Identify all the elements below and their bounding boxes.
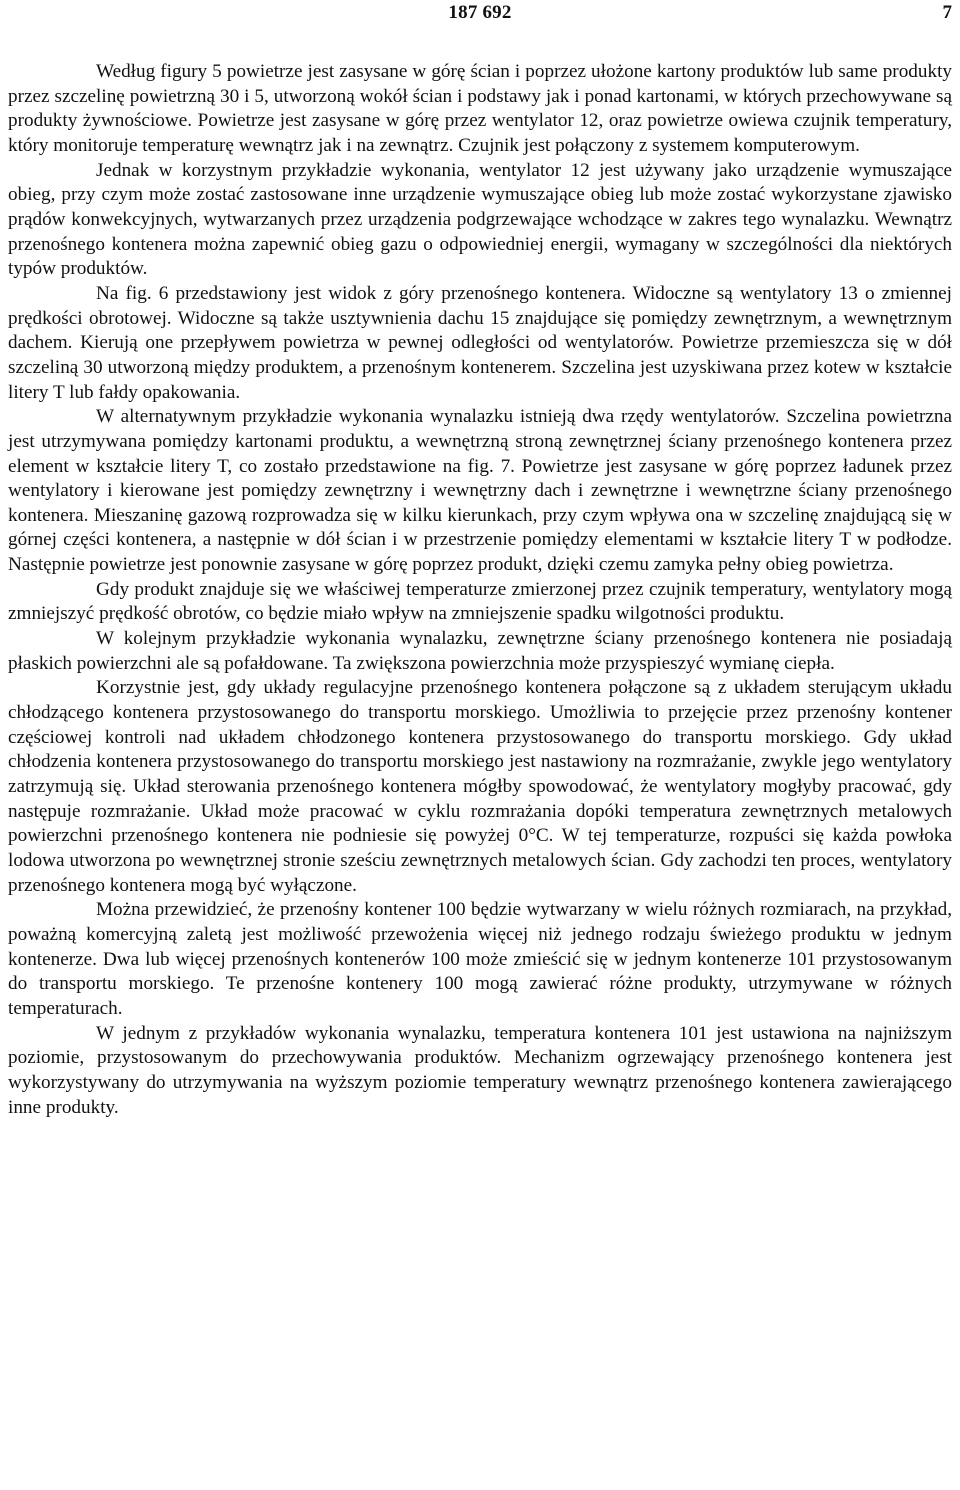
paragraph: Korzystnie jest, gdy układy regulacyjne przenośnego kontenera połączone są z układem sterującym układu chłodzącego kontenera przystosowanego do transportu morskiego. Umożliwia to przejęcie przez przenośny kontener częściowej kontroli nad układem chłodzonego kontenera przystosowanego do transportu morskiego. Gdy układ chłodzenia kontenera przystosowanego do transportu morskiego jest nastawiony na rozmrażanie, zwykle jego wentylatory zatrzymują się. Układ sterowania przenośnego kontenera mógłby spowodować, że wentylatory mogłyby pracować, gdy następuje rozmrażanie. Układ może pracować w cyklu rozmrażania dopóki temperatura zewnętrznych metalowych powierzchni przenośnego kontenera nie podniesie się powyżej 0°C. W tej temperaturze, rozpuści się każda powłoka lodowa utworzona po wewnętrznej stronie sześciu zewnętrznych metalowych ścian. Gdy zachodzi ten proces, wentylatory przenośnego kontenera mogą być wyłączone. — [8, 677, 952, 896]
paragraph: W kolejnym przykładzie wykonania wynalazku, zewnętrzne ściany przenośnego kontenera nie posiadają płaskich powierzchni ale są pofałdowane. Ta zwiększona powierzchnia może przyspieszyć wymianę ciepła. — [8, 628, 952, 674]
paragraph: Gdy produkt znajduje się we właściwej temperaturze zmierzonej przez czujnik temperatury, wentylatory mogą zmniejszyć prędkość obrotów, co będzie miało wpływ na zmniejszenie spadku wilgotności produktu. — [8, 578, 952, 625]
paragraph: Można przewidzieć, że przenośny kontener 100 będzie wytwarzany w wielu różnych rozmiarach, na przykład, poważną komercyjną zaletą jest możliwość przewożenia więcej niż jednego rodzaju świeżego produktu w jednym kontenerze. Dwa lub więcej przenośnych kontenerów 100 może zmieścić się w jednym kontenerze 101 przystosowanym do transportu morskiego. Te przenośne kontenery 100 mogą zawierać różne produkty, utrzymywane w różnych temperaturach. — [8, 899, 952, 1019]
paragraph: Według figury 5 powietrze jest zasysane w górę ścian i poprzez ułożone kartony produktów lub same produkty przez szczelinę powietrzną 30 i 5, utworzoną wokół ścian i podstawy jak i ponad kartonami, w których przechowywane są produkty żywnościowe. Powietrze jest zasysane w górę przez wentylator 12, oraz powietrze owiewa czujnik temperatury, który monitoruje temperaturę wewnątrz jak i na zewnątrz. Czujnik jest połączony z systemem komputerowym. — [8, 61, 952, 156]
paragraph: Jednak w korzystnym przykładzie wykonania, wentylator 12 jest używany jako urządzenie wymuszające obieg, przy czym może zostać zastosowane inne urządzenie wymuszające obieg lub może zostać wykorzystane zjawisko prądów konwekcyjnych, wytwarzanych przez urządzenia podgrzewające wchodzące w zakres tego wynalazku. Wewnątrz przenośnego kontenera można zapewnić obieg gazu o odpowiedniej energii, wymagany w szczególności dla niektórych typów produktów. — [8, 159, 952, 280]
paragraph: W jednym z przykładów wykonania wynalazku, temperatura kontenera 101 jest ustawiona na najniższym poziomie, przystosowanym do przechowywania produktów. Mechanizm ogrzewający przenośnego kontenera jest wykorzystywany do utrzymywania na wyższym poziomie temperatury wewnątrz przenośnego kontenera zawierającego inne produkty. — [8, 1022, 952, 1118]
paragraph: W alternatywnym przykładzie wykonania wynalazku istnieją dwa rzędy wentylatorów. Szczelina powietrzna jest utrzymywana pomiędzy kartonami produktu, a wewnętrzną stroną zewnętrznej ściany przenośnego kontenera przez element w kształcie litery T, co zostało przedstawione na fig. 7. Powietrze jest zasysane w górę poprzez ładunek przez wentylatory i kierowane jest pomiędzy zewnętrzny i wewnętrzny dach i zewnętrzne i wewnętrzne ściany przenośnego kontenera. Mieszaninę gazową rozprowadza się w kilku kierunkach, przy czym wpływa ona w szczelinę znajdującą się w górnej części kontenera, a następnie w dół ścian i w przestrzenie pomiędzy elementami w kształcie litery T w podłodze. Następnie powietrze jest ponownie zasysane w górę poprzez produkt, dzięki czemu zamyka pełny obieg powietrza. — [8, 406, 952, 576]
page-header — [0, 2, 960, 28]
body-text — [8, 60, 952, 1120]
document-number: 187 692 — [448, 2, 512, 23]
page-number: 7 — [942, 2, 952, 23]
paragraph: Na fig. 6 przedstawiony jest widok z góry przenośnego kontenera. Widoczne są wentylatory 13 o zmiennej prędkości obrotowej. Widoczne są także usztywnienia dachu 15 znajdujące się pomiędzy zewnętrznym, a wewnętrznym dachem. Kierują one przepływem powietrza w pewnej odległości od wentylatorów. Powietrze przemieszcza się w dół szczeliną 30 utworzoną między produktem, a przenośnym kontenerem. Szczelina jest uzyskiwana przez kotew w kształcie litery T lub fałdy opakowania. — [8, 282, 952, 403]
